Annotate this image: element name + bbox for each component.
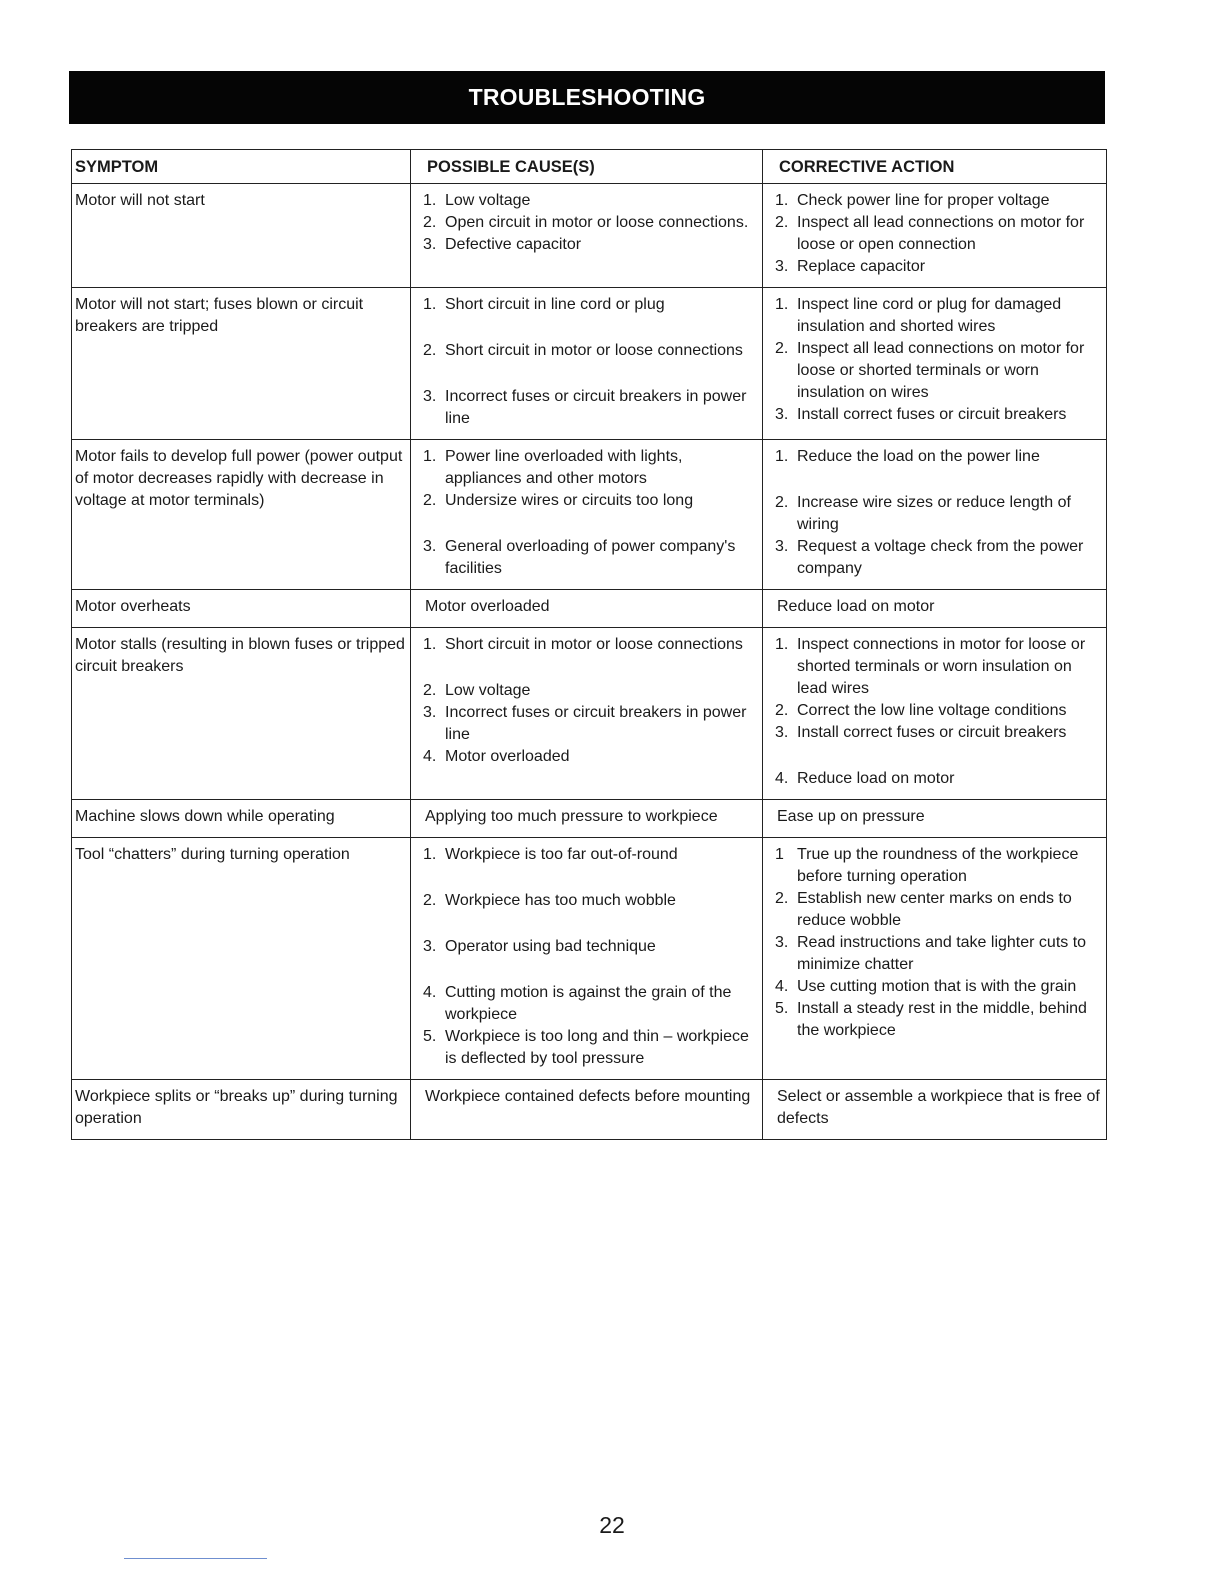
column-header-actions: CORRECTIVE ACTION [763,150,1107,184]
item-number: 1. [423,846,437,863]
list-item [423,536,758,580]
list-item [775,998,1102,1042]
item-number: 3. [775,934,789,951]
list-item [775,294,1102,338]
list-item [423,490,758,512]
list-item [423,446,758,490]
item-number: 5. [423,1028,437,1045]
item-text: Establish new center marks on ends to reduce wobble [797,890,1072,929]
page-title: TROUBLESHOOTING [468,84,706,110]
item-text: Defective capacitor [445,236,582,253]
list-item [775,700,1102,722]
item-text: Install correct fuses or circuit breakers [797,406,1067,423]
list-item [775,404,1102,426]
causes-cell [411,184,763,288]
page-number: 22 [599,1512,625,1538]
item-text: Read instructions and take lighter cuts to minimize chatter [797,934,1087,973]
item-number: 2. [775,340,789,357]
item-number: 1. [775,636,789,653]
item-text: Workpiece has too much wobble [445,892,676,909]
item-number: 3. [775,258,789,275]
item-text: Cutting motion is against the grain of the workpiece [445,984,732,1023]
actions-cell [763,288,1107,440]
item-text: Short circuit in motor or loose connections [445,636,743,653]
list-item [775,932,1102,976]
table-row [72,838,1107,1080]
list-item [423,936,758,958]
item-text: Correct the low line voltage conditions [797,702,1067,719]
item-text: Short circuit in line cord or plug [445,296,665,313]
list-item [423,234,758,256]
item-number: 3. [775,406,789,423]
actions-cell [763,838,1107,1080]
causes-cell [411,440,763,590]
item-number: 3. [775,538,789,555]
item-text: Operator using bad technique [445,938,656,955]
item-number: 2. [423,682,437,699]
cause-cell: Applying too much pressure to workpiece [411,800,763,838]
list-item [775,844,1102,888]
item-text: Incorrect fuses or circuit breakers in power line [445,704,747,743]
item-number: 4. [423,984,437,1001]
list-item [775,256,1102,278]
item-number: 2. [423,342,437,359]
table-row [72,288,1107,440]
list-item [423,982,758,1026]
item-text: Low voltage [445,192,531,209]
item-text: General overloading of power company's facilities [445,538,736,577]
item-number: 2. [775,702,789,719]
symptom-cell: Motor will not start; fuses blown or circuit breakers are tripped [72,288,411,440]
item-number: 3. [423,538,437,555]
item-number: 4. [423,748,437,765]
item-text: Motor overloaded [445,748,570,765]
actions-cell [763,628,1107,800]
troubleshooting-header [69,71,1105,124]
symptom-cell: Motor overheats [72,590,411,628]
table-row [72,1080,1107,1140]
item-text: Incorrect fuses or circuit breakers in power line [445,388,747,427]
item-number: 1 [775,846,784,863]
item-number: 3. [423,236,437,253]
item-number: 2. [423,892,437,909]
causes-cell [411,288,763,440]
list-item [775,634,1102,700]
list-item [423,190,758,212]
item-text: Low voltage [445,682,531,699]
item-text: Install correct fuses or circuit breakers [797,724,1067,741]
item-text: Replace capacitor [797,258,926,275]
symptom-cell: Tool “chatters” during turning operation [72,838,411,1080]
item-text: Reduce load on motor [797,770,955,787]
action-cell: Ease up on pressure [763,800,1107,838]
item-number: 1. [423,448,437,465]
item-text: Power line overloaded with lights, appliances and other motors [445,448,683,487]
list-item [775,722,1102,744]
list-item [775,536,1102,580]
actions-cell [763,440,1107,590]
table-row [72,628,1107,800]
item-text: Use cutting motion that is with the grain [797,978,1077,995]
list-item [775,768,1102,790]
symptom-cell: Motor will not start [72,184,411,288]
item-text: Inspect all lead connections on motor for loose or shorted terminals or worn insulation on wires [797,340,1085,401]
action-cell: Select or assemble a workpiece that is free of defects [763,1080,1107,1140]
table-row [72,590,1107,628]
symptom-cell: Machine slows down while operating [72,800,411,838]
symptom-cell: Motor stalls (resulting in blown fuses or tripped circuit breakers [72,628,411,800]
list-item [423,634,758,656]
item-number: 3. [423,704,437,721]
item-number: 3. [423,388,437,405]
item-text: Install a steady rest in the middle, behind the workpiece [797,1000,1087,1039]
list-item [423,294,758,316]
list-item [423,890,758,912]
item-number: 2. [775,890,789,907]
item-number: 4. [775,978,789,995]
item-number: 3. [423,938,437,955]
item-number: 1. [775,192,789,209]
footer-rule [124,1558,267,1559]
causes-cell [411,838,763,1080]
list-item [423,746,758,768]
item-number: 3. [775,724,789,741]
item-number: 1. [423,636,437,653]
item-text: Increase wire sizes or reduce length of wiring [797,494,1071,533]
item-number: 4. [775,770,789,787]
item-number: 2. [423,214,437,231]
list-item [423,844,758,866]
cause-cell: Workpiece contained defects before mounting [411,1080,763,1140]
item-number: 1. [775,448,789,465]
item-number: 2. [775,214,789,231]
list-item [775,338,1102,404]
cause-cell: Motor overloaded [411,590,763,628]
table-row [72,800,1107,838]
troubleshooting-table [71,149,1107,1140]
causes-cell [411,628,763,800]
list-item [775,190,1102,212]
item-text: Check power line for proper voltage [797,192,1050,209]
list-item [775,492,1102,536]
item-number: 1. [423,192,437,209]
item-text: Inspect line cord or plug for damaged insulation and shorted wires [797,296,1062,335]
list-item [423,702,758,746]
symptom-cell: Motor fails to develop full power (power output of motor decreases rapidly with decrease in voltage at motor terminals) [72,440,411,590]
item-text: Reduce the load on the power line [797,448,1040,465]
item-text: Undersize wires or circuits too long [445,492,694,509]
list-item [775,888,1102,932]
list-item [423,386,758,430]
table-header-row [72,150,1107,184]
item-text: Workpiece is too far out-of-round [445,846,678,863]
actions-cell [763,184,1107,288]
action-cell: Reduce load on motor [763,590,1107,628]
item-text: True up the roundness of the workpiece before turning operation [797,846,1079,885]
list-item [423,1026,758,1070]
list-item [423,340,758,362]
item-text: Inspect connections in motor for loose or shorted terminals or worn insulation on lead wires [797,636,1086,697]
list-item [423,680,758,702]
list-item [423,212,758,234]
item-number: 1. [423,296,437,313]
symptom-cell: Workpiece splits or “breaks up” during turning operation [72,1080,411,1140]
item-number: 2. [775,494,789,511]
item-text: Short circuit in motor or loose connections [445,342,743,359]
item-text: Open circuit in motor or loose connections. [445,214,749,231]
item-number: 5. [775,1000,789,1017]
column-header-causes: POSSIBLE CAUSE(S) [411,150,763,184]
table-row [72,440,1107,590]
item-text: Inspect all lead connections on motor for loose or open connection [797,214,1085,253]
item-text: Workpiece is too long and thin – workpiece is deflected by tool pressure [445,1028,749,1067]
table-row [72,184,1107,288]
item-number: 1. [775,296,789,313]
list-item [775,976,1102,998]
item-text: Request a voltage check from the power company [797,538,1084,577]
column-header-symptom: SYMPTOM [72,150,411,184]
list-item [775,212,1102,256]
list-item [775,446,1102,468]
item-number: 2. [423,492,437,509]
